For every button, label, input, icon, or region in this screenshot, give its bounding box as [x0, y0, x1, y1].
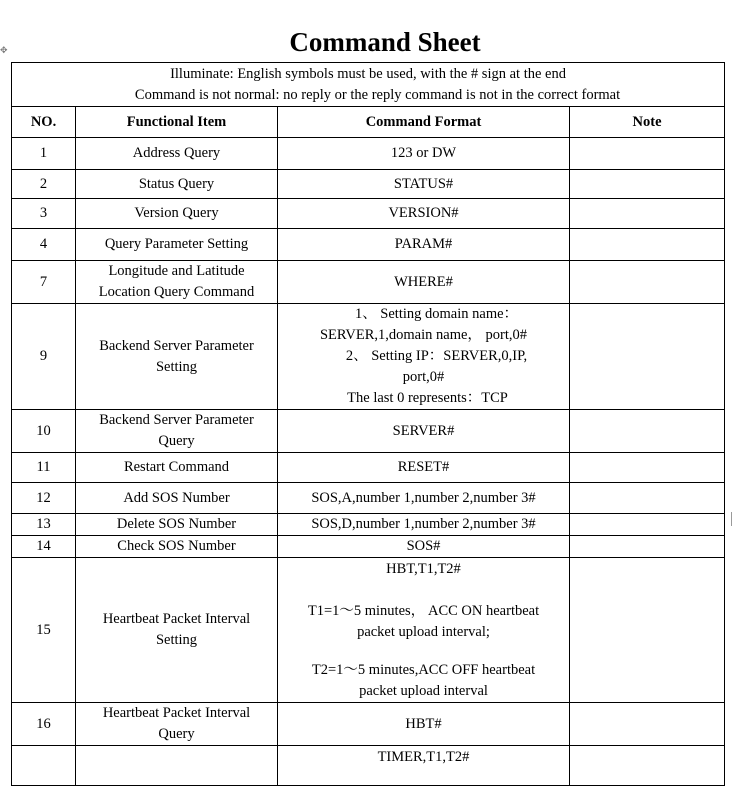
cell-item: Restart Command: [76, 453, 278, 483]
cell-no: 16: [12, 703, 76, 746]
cell-format: RESET#: [278, 453, 570, 483]
cell-no: 13: [12, 514, 76, 536]
table-row: [12, 261, 725, 304]
cell-format: 1、 Setting domain name： SERVER,1,domain name， port,0# 2、 Setting IP：SERVER,0,IP, port,0# The last 0 represents：TCP: [278, 304, 570, 410]
notes-row: [12, 63, 725, 107]
cell-format: WHERE#: [278, 261, 570, 304]
cell-no: 7: [12, 261, 76, 304]
table-row: [12, 410, 725, 453]
cell-item: Heartbeat Packet Interval Setting: [76, 558, 278, 703]
cell-note: [570, 410, 725, 453]
table-row: [12, 558, 725, 703]
cell-no: 15: [12, 558, 76, 703]
cell-note: [570, 746, 725, 786]
header-command-format: Command Format: [278, 107, 570, 138]
table-row: [12, 483, 725, 514]
cell-no: 9: [12, 304, 76, 410]
cell-note: [570, 483, 725, 514]
table-row: [12, 170, 725, 199]
cell-format: SERVER#: [278, 410, 570, 453]
cell-item: Check SOS Number: [76, 536, 278, 558]
cell-note: [570, 536, 725, 558]
cell-note: [570, 229, 725, 261]
cell-no: 2: [12, 170, 76, 199]
cell-note: [570, 304, 725, 410]
cell-item: Backend Server Parameter Query: [76, 410, 278, 453]
header-functional-item: Functional Item: [76, 107, 278, 138]
table-move-handle-icon[interactable]: ✥: [0, 45, 8, 55]
cell-item: Version Query: [76, 199, 278, 229]
cell-format: HBT,T1,T2# T1=1～5 minutes， ACC ON heartbeat packet upload interval; T2=1～5 minutes,ACC OFF heartbeat packet upload interval: [278, 558, 570, 703]
cell-no: 14: [12, 536, 76, 558]
cell-item: Query Parameter Setting: [76, 229, 278, 261]
table-row: [12, 536, 725, 558]
notes-cell: [12, 63, 725, 107]
header-no: NO.: [12, 107, 76, 138]
cell-format: 123 or DW: [278, 138, 570, 170]
cell-item: Add SOS Number: [76, 483, 278, 514]
cell-format: PARAM#: [278, 229, 570, 261]
cell-no: 1: [12, 138, 76, 170]
cell-item: Delete SOS Number: [76, 514, 278, 536]
header-row: [12, 107, 725, 138]
cell-note: [570, 514, 725, 536]
cell-item: Backend Server Parameter Setting: [76, 304, 278, 410]
document-title: Command Sheet: [289, 27, 481, 57]
cell-format: SOS,D,number 1,number 2,number 3#: [278, 514, 570, 536]
table-row: [12, 138, 725, 170]
cell-no: 11: [12, 453, 76, 483]
table-row: [12, 746, 725, 786]
cell-note: [570, 138, 725, 170]
cell-item: Longitude and Latitude Location Query Command: [76, 261, 278, 304]
cell-item: Address Query: [76, 138, 278, 170]
cell-note: [570, 199, 725, 229]
cell-format: HBT#: [278, 703, 570, 746]
command-table: [11, 62, 725, 786]
cell-item: Heartbeat Packet Interval Query: [76, 703, 278, 746]
cell-note: [570, 558, 725, 703]
cell-item: Status Query: [76, 170, 278, 199]
cell-item: [76, 746, 278, 786]
table-row: [12, 229, 725, 261]
table-row: [12, 304, 725, 410]
table-row: [12, 514, 725, 536]
cell-no: 12: [12, 483, 76, 514]
table-row: [12, 453, 725, 483]
cell-note: [570, 261, 725, 304]
cell-format: SOS#: [278, 536, 570, 558]
cell-no: [12, 746, 76, 786]
cell-note: [570, 170, 725, 199]
cell-no: 10: [12, 410, 76, 453]
cell-format: TIMER,T1,T2#: [278, 746, 570, 786]
table-row: [12, 199, 725, 229]
cell-format: SOS,A,number 1,number 2,number 3#: [278, 483, 570, 514]
note-illuminate: Illuminate: English symbols must be used, with the # sign at the end: [170, 65, 566, 82]
cell-format: STATUS#: [278, 170, 570, 199]
cell-no: 3: [12, 199, 76, 229]
cell-no: 4: [12, 229, 76, 261]
cell-note: [570, 703, 725, 746]
cell-note: [570, 453, 725, 483]
cell-format: VERSION#: [278, 199, 570, 229]
note-abnormal: Command is not normal: no reply or the reply command is not in the correct format: [134, 86, 621, 103]
header-note: Note: [570, 107, 725, 138]
table-row: [12, 703, 725, 746]
scroll-edge-marker: [731, 512, 735, 526]
